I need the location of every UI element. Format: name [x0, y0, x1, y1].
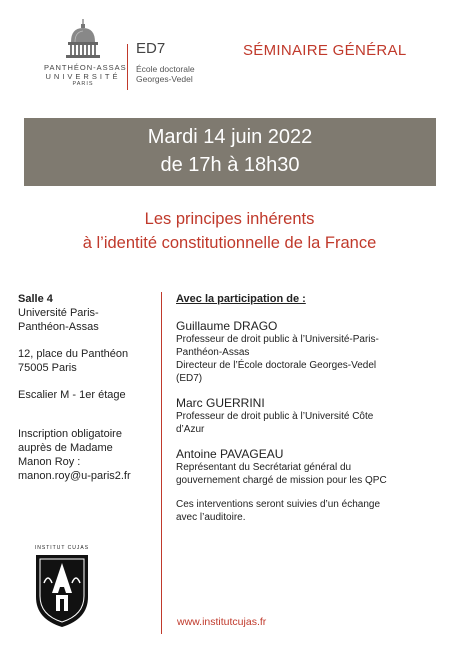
event-time: de 17h à 18h30 — [160, 154, 300, 176]
stairs-info: Escalier M - 1er étage — [18, 389, 126, 401]
room-label: Salle 4 — [18, 293, 53, 305]
closing-line1: Ces interventions seront suivies d’un échange — [176, 499, 381, 510]
logo-line1: PANTHÉON-ASSAS — [44, 63, 127, 72]
participant-name: Marc GUERRINI — [176, 396, 265, 410]
venue-info — [18, 292, 158, 483]
ed-subtitle-line1: École doctorale — [136, 64, 195, 74]
registration-line1: Inscription obligatoire — [18, 428, 122, 440]
participant-desc: gouvernement chargé de mission pour les QPC — [176, 475, 387, 486]
address-line1: 12, place du Panthéon — [18, 348, 129, 360]
event-date: Mardi 14 juin 2022 — [147, 126, 313, 148]
ed-subtitle-line2: Georges-Vedel — [136, 74, 193, 84]
institut-cujas-crest — [26, 545, 98, 635]
participant-desc: (ED7) — [176, 373, 203, 384]
pantheon-dome-icon — [63, 18, 103, 62]
seminar-title: SÉMINAIRE GÉNÉRAL — [243, 42, 407, 59]
participant-desc: Professeur de droit public à l’Université-Paris- — [176, 334, 379, 345]
participant-name: Antoine PAVAGEAU — [176, 447, 284, 461]
column-divider — [161, 292, 162, 634]
participants-section — [176, 292, 444, 524]
participant-desc: Représentant du Secrétariat général du — [176, 462, 352, 473]
subject-line1: Les principes inhérents — [144, 210, 315, 228]
shield-icon — [34, 553, 90, 629]
ed-code: ED7 — [136, 40, 166, 57]
address-line2: 75005 Paris — [18, 362, 77, 374]
closing-line2: avec l’auditoire. — [176, 512, 246, 523]
registration-line2: auprès de Madame — [18, 442, 113, 454]
participant-desc: Panthéon-Assas — [176, 347, 250, 358]
contact-email[interactable]: manon.roy@u-paris2.fr — [18, 470, 131, 482]
subject-line2: à l’identité constitutionnelle de la France — [82, 234, 377, 252]
participant-name: Guillaume DRAGO — [176, 319, 278, 333]
logo-line3: PARIS — [72, 81, 94, 87]
header-divider — [127, 44, 128, 90]
seminar-subject — [0, 207, 459, 255]
participant-desc: Professeur de droit public à l’Université Côte — [176, 411, 374, 422]
website-link[interactable]: www.institutcujas.fr — [177, 616, 267, 628]
participant-desc: Directeur de l’École doctorale Georges-Vedel — [176, 360, 377, 371]
university-line2: Panthéon-Assas — [18, 321, 99, 333]
registration-line3: Manon Roy : — [18, 456, 81, 468]
participants-heading: Avec la participation de : — [176, 293, 306, 305]
date-banner — [24, 118, 436, 186]
participant-desc: d’Azur — [176, 424, 205, 435]
crest-title: INSTITUT CUJAS — [34, 545, 90, 551]
university-line1: Université Paris- — [18, 307, 99, 319]
university-logo — [44, 18, 127, 98]
ed-subtitle — [136, 64, 226, 84]
logo-line2: UNIVERSITÉ — [45, 72, 121, 81]
